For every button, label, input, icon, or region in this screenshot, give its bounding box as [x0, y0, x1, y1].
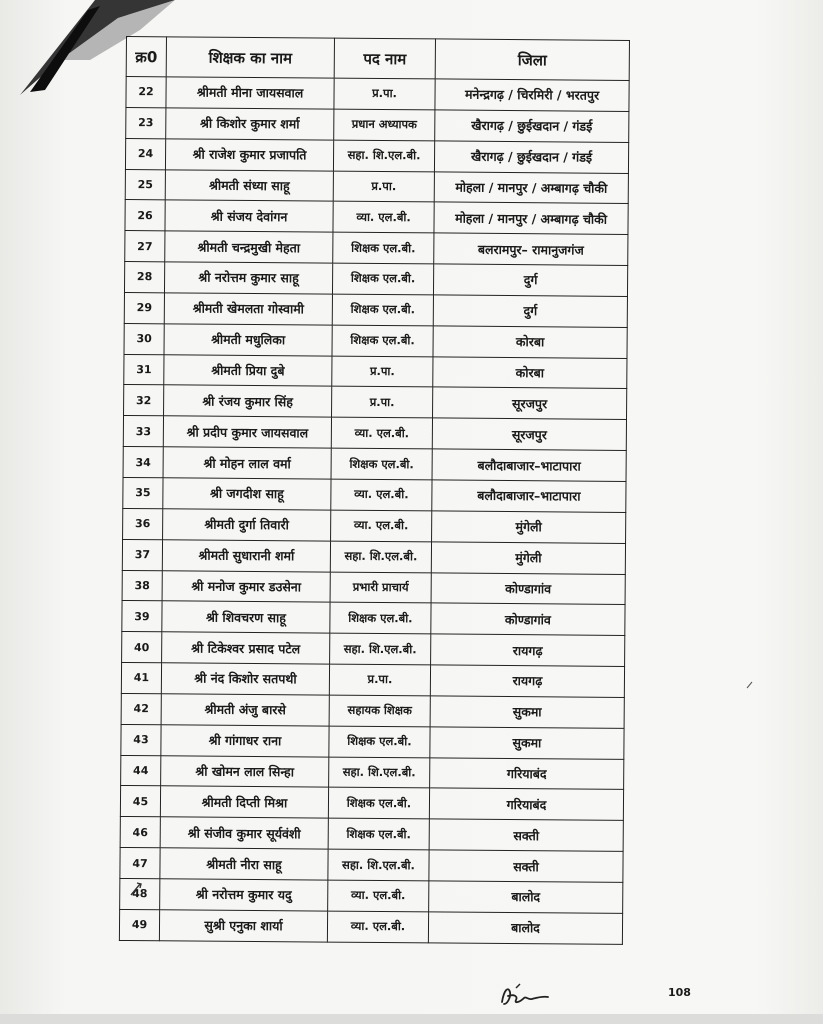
table-row — [126, 107, 629, 142]
cell-post: सहा. शि.एल.बी. — [328, 849, 429, 881]
cell-district: मोहला / मानपुर / अम्बागढ़ चौकी — [434, 202, 628, 234]
cell-district: बालोद — [429, 881, 623, 913]
cell-teacher-name: श्री मोहन लाल वर्मा — [163, 447, 331, 479]
cell-teacher-name: श्रीमती सुधारानी शर्मा — [162, 539, 330, 571]
cell-post: सहा. शि.एल.बी. — [330, 541, 431, 573]
table-header-row — [126, 37, 629, 81]
cell-post: प्र.पा. — [334, 78, 435, 110]
cell-district: सूरजपुर — [433, 387, 627, 419]
cell-teacher-name: श्रीमती प्रिया दुबे — [164, 354, 332, 386]
table-row — [125, 200, 628, 235]
cell-teacher-name: श्रीमती मधुलिका — [164, 324, 332, 356]
cell-serial: 26 — [125, 200, 165, 231]
cell-teacher-name: श्री शिवचरण साहू — [162, 601, 330, 633]
cell-post: सहा. शि.एल.बी. — [329, 757, 430, 789]
cell-teacher-name: श्री नरोत्तम कुमार साहू — [164, 262, 332, 294]
cell-teacher-name: श्रीमती दुर्गा तिवारी — [163, 509, 331, 541]
table-row — [123, 477, 626, 512]
cell-post: प्र.पा. — [333, 171, 434, 203]
cell-post: सहायक शिक्षक — [329, 695, 430, 727]
cell-district: मनेन्द्रगढ़ / चिरमिरी / भरतपुर — [435, 79, 629, 111]
cell-teacher-name: श्री खोमन लाल सिन्हा — [161, 755, 329, 787]
cell-serial: 23 — [126, 107, 166, 138]
cell-serial: 36 — [123, 508, 163, 539]
cell-teacher-name: श्रीमती चन्द्रमुखी मेहता — [165, 231, 333, 263]
cell-post: व्या. एल.बी. — [331, 417, 432, 449]
teacher-table — [119, 36, 630, 945]
cell-post: व्या. एल.बी. — [333, 202, 434, 234]
table-row — [119, 909, 622, 944]
table-row — [124, 262, 627, 297]
table-row — [124, 354, 627, 389]
cell-serial: 45 — [120, 786, 160, 817]
cell-post: व्या. एल.बी. — [331, 479, 432, 511]
cell-serial: 24 — [125, 138, 165, 169]
table-row — [121, 724, 624, 759]
header-post: पद नाम — [334, 38, 435, 79]
header-district: जिला — [435, 39, 629, 81]
table-row — [125, 138, 628, 173]
cell-post: व्या. एल.बी. — [327, 911, 428, 943]
cell-teacher-name: श्री राजेश कुमार प्रजापति — [165, 139, 333, 171]
table-row — [120, 878, 623, 913]
cell-serial: 34 — [123, 447, 163, 478]
cell-post: व्या. एल.बी. — [328, 880, 429, 912]
cell-serial: 39 — [122, 601, 162, 632]
table-row — [124, 323, 627, 358]
cell-post: शिक्षक एल.बी. — [332, 294, 433, 326]
cell-serial: 44 — [121, 755, 161, 786]
cell-district: मुंगेली — [431, 542, 625, 574]
cell-post: प्र.पा. — [332, 387, 433, 419]
cell-teacher-name: श्री किशोर कुमार शर्मा — [166, 108, 334, 140]
table-row — [124, 292, 627, 327]
cell-serial: 32 — [124, 385, 164, 416]
cell-serial: 46 — [120, 817, 160, 848]
cell-serial: 42 — [121, 693, 161, 724]
table-row — [121, 693, 624, 728]
cell-serial: 41 — [121, 663, 161, 694]
cell-serial: 48 — [120, 878, 160, 909]
cell-serial: 38 — [122, 570, 162, 601]
cell-serial: 37 — [122, 539, 162, 570]
cell-district: रायगढ़ — [430, 665, 624, 697]
cell-district: सुकमा — [430, 727, 624, 759]
cell-serial: 28 — [124, 262, 164, 293]
cell-district: कोरबा — [433, 326, 627, 358]
cell-serial: 31 — [124, 354, 164, 385]
cell-post: शिक्षक एल.बी. — [332, 263, 433, 295]
header-serial: क्र0 — [126, 37, 166, 77]
table-row — [120, 786, 623, 821]
cell-district: सुकमा — [430, 696, 624, 728]
table-row — [120, 848, 623, 883]
table-row — [122, 570, 625, 605]
cell-district: बालोद — [428, 912, 622, 944]
cell-district: कोण्डागांव — [431, 572, 625, 604]
table-row — [122, 601, 625, 636]
cell-district: बलौदाबाजार–भाटापारा — [432, 449, 626, 481]
table-row — [122, 539, 625, 574]
table-row — [120, 817, 623, 852]
cell-serial: 27 — [125, 231, 165, 262]
cell-post: प्र.पा. — [332, 356, 433, 388]
cell-teacher-name: श्रीमती मीना जायसवाल — [166, 77, 334, 109]
cell-teacher-name: श्रीमती संध्या साहू — [165, 169, 333, 201]
cell-district: गरियाबंद — [429, 788, 623, 820]
cell-post: व्या. एल.बी. — [331, 510, 432, 542]
table-row — [121, 755, 624, 790]
cell-serial: 30 — [124, 323, 164, 354]
cell-district: सक्ती — [429, 850, 623, 882]
cell-post: शिक्षक एल.बी. — [329, 726, 430, 758]
cell-teacher-name: श्री प्रदीप कुमार जायसवाल — [163, 416, 331, 448]
table-row — [123, 447, 626, 482]
cell-serial: 22 — [126, 77, 166, 108]
cell-district: दुर्ग — [433, 264, 627, 296]
cell-teacher-name: श्री नरोत्तम कुमार यदु — [160, 879, 328, 911]
cell-district: कोरबा — [433, 357, 627, 389]
cell-post: शिक्षक एल.बी. — [331, 448, 432, 480]
cell-district: बलौदाबाजार–भाटापारा — [432, 480, 626, 512]
cell-district: मुंगेली — [432, 511, 626, 543]
table-row — [123, 416, 626, 451]
cell-post: प्र.पा. — [329, 664, 430, 696]
cell-post: सहा. शि.एल.बी. — [330, 633, 431, 665]
cell-district: गरियाबंद — [430, 757, 624, 789]
table-row — [121, 663, 624, 698]
signature-icon — [498, 982, 554, 1010]
cell-serial: 33 — [123, 416, 163, 447]
cell-district: दुर्ग — [433, 295, 627, 327]
cell-district: मोहला / मानपुर / अम्बागढ़ चौकी — [434, 171, 628, 203]
cell-post: प्रभारी प्राचार्य — [330, 572, 431, 604]
cell-serial: 47 — [120, 848, 160, 879]
cell-district: खैरागढ़ / छुईखदान / गंडई — [434, 141, 628, 173]
cell-post: शिक्षक एल.बी. — [328, 788, 429, 820]
teacher-table-wrapper — [119, 36, 630, 945]
cell-teacher-name: श्री नंद किशोर सतपथी — [161, 663, 329, 695]
cell-serial: 49 — [119, 909, 159, 940]
cell-teacher-name: सुश्री एनुका शार्या — [159, 910, 327, 942]
table-row — [123, 508, 626, 543]
cell-teacher-name: श्री संजय देवांगन — [165, 200, 333, 232]
cell-serial: 29 — [124, 292, 164, 323]
header-teacher-name: शिक्षक का नाम — [166, 37, 334, 78]
stray-mark-icon — [745, 680, 755, 690]
table-body — [119, 77, 629, 945]
cell-post: शिक्षक एल.बी. — [328, 818, 429, 850]
cell-post: शिक्षक एल.बी. — [332, 325, 433, 357]
cell-serial: 25 — [125, 169, 165, 200]
cell-teacher-name: श्रीमती दिप्ती मिश्रा — [160, 786, 328, 818]
cell-teacher-name: श्री मनोज कुमार डउसेना — [162, 570, 330, 602]
cell-post: प्रधान अध्यापक — [334, 109, 435, 141]
cell-district: खैरागढ़ / छुईखदान / गंडई — [435, 110, 629, 142]
scan-bottom-edge — [0, 1014, 823, 1024]
cell-district: कोण्डागांव — [431, 603, 625, 635]
cell-teacher-name: श्री गांगाधर राना — [161, 725, 329, 757]
table-row — [124, 385, 627, 420]
cell-district: बलरामपुर– रामानुजगंज — [434, 233, 628, 265]
cell-teacher-name: श्रीमती नीरा साहू — [160, 848, 328, 880]
table-row — [122, 632, 625, 667]
cell-teacher-name: श्री संजीव कुमार सूर्यवंशी — [160, 817, 328, 849]
cell-district: सक्ती — [429, 819, 623, 851]
cell-district: रायगढ़ — [431, 634, 625, 666]
table-row — [125, 169, 628, 204]
cell-post: शिक्षक एल.बी. — [330, 602, 431, 634]
cell-teacher-name: श्रीमती खेमलता गोस्वामी — [164, 293, 332, 325]
cell-teacher-name: श्री जगदीश साहू — [163, 478, 331, 510]
cell-serial: 40 — [122, 632, 162, 663]
page-number: 108 — [668, 986, 691, 999]
cell-teacher-name: श्री टिकेश्वर प्रसाद पटेल — [162, 632, 330, 664]
table-row — [125, 231, 628, 266]
cell-serial: 43 — [121, 724, 161, 755]
cell-teacher-name: श्री रंजय कुमार सिंह — [164, 385, 332, 417]
table-row — [126, 77, 629, 112]
cell-serial: 35 — [123, 477, 163, 508]
pen-mark-icon — [129, 881, 143, 897]
cell-post: सहा. शि.एल.बी. — [333, 140, 434, 172]
cell-district: सूरजपुर — [432, 418, 626, 450]
cell-teacher-name: श्रीमती अंजु बारसे — [161, 694, 329, 726]
cell-post: शिक्षक एल.बी. — [333, 232, 434, 264]
